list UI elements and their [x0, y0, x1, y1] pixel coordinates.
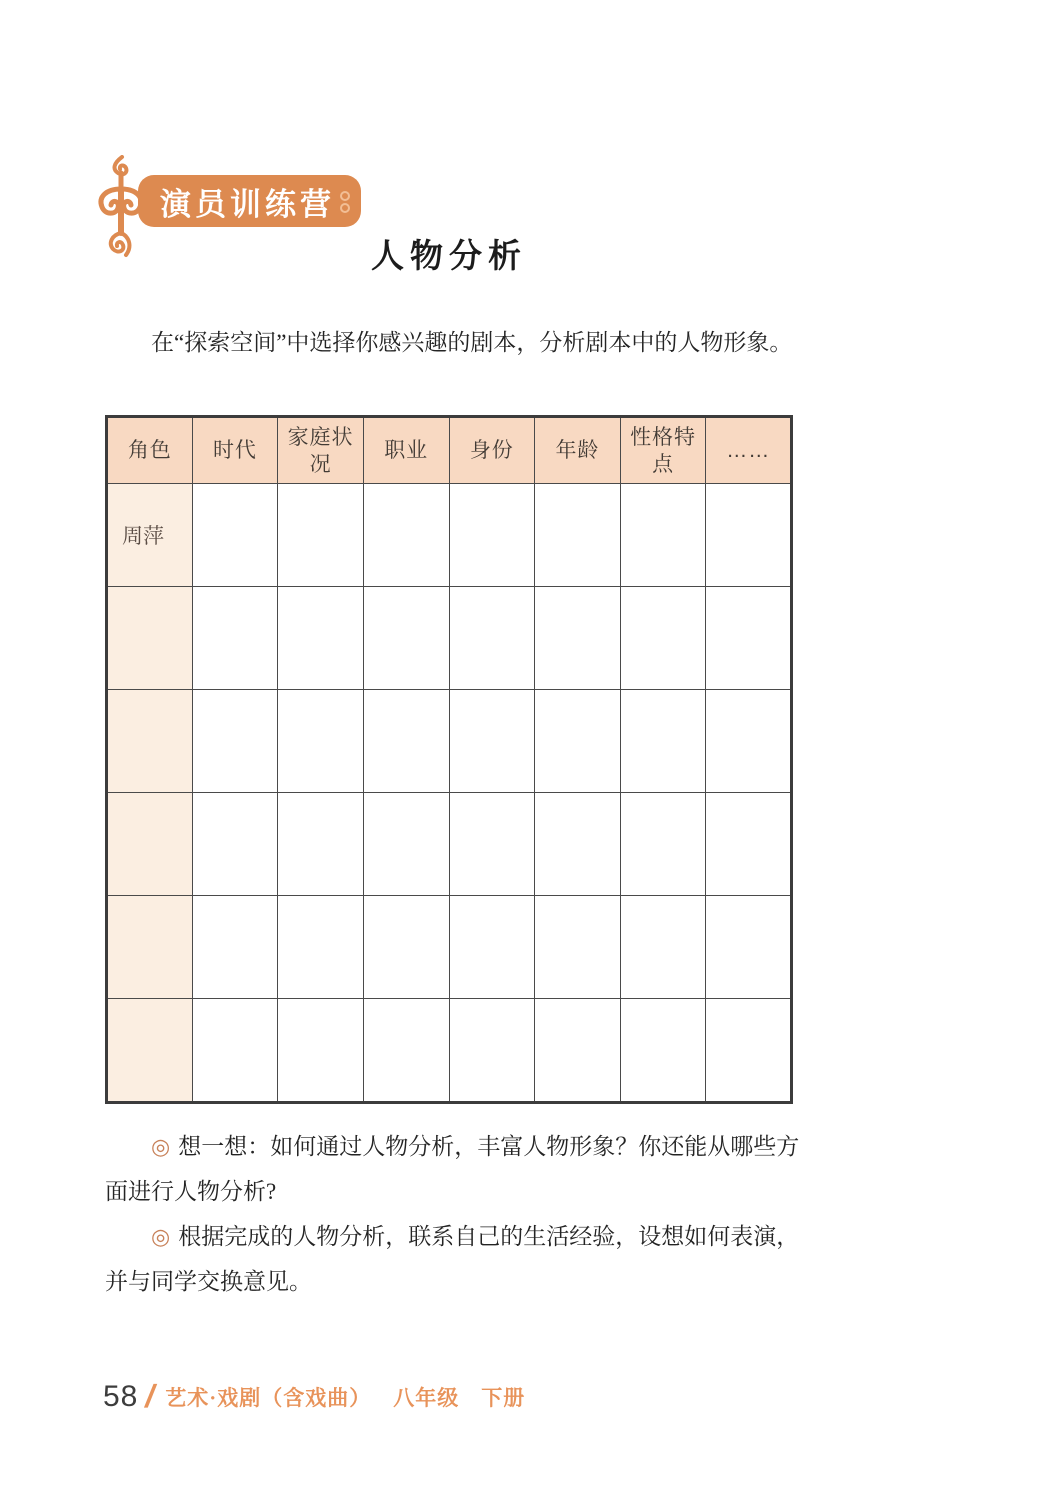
footer-volume: 下册	[481, 1385, 526, 1410]
header-cell-age: 年龄	[535, 417, 621, 484]
role-cell	[107, 690, 193, 793]
entry-cell	[706, 793, 792, 896]
entry-cell	[449, 793, 535, 896]
table-row	[107, 484, 792, 587]
table-row	[107, 690, 792, 793]
header-cell-family: 家庭状况	[278, 417, 364, 484]
entry-cell	[278, 484, 364, 587]
entry-cell	[620, 999, 706, 1103]
entry-cell	[192, 587, 278, 690]
footer-grade: 八年级	[393, 1385, 460, 1410]
entry-cell	[620, 484, 706, 587]
entry-cell	[620, 690, 706, 793]
analysis-table-body	[107, 484, 792, 1103]
entry-cell	[278, 587, 364, 690]
entry-cell	[535, 999, 621, 1103]
footer-book-title: 艺术·戏剧（含戏曲）	[165, 1385, 372, 1410]
activity-notes	[105, 1124, 821, 1304]
entry-cell	[449, 999, 535, 1103]
table-header	[107, 417, 792, 484]
header-cell-identity: 身份	[449, 417, 535, 484]
bullet-item	[105, 1124, 821, 1214]
entry-cell	[192, 484, 278, 587]
entry-cell	[363, 690, 449, 793]
entry-cell	[620, 793, 706, 896]
bullet-text: 想一想：如何通过人物分析，丰富人物形象？你还能从哪些方面进行人物分析?	[105, 1134, 800, 1204]
entry-cell	[192, 999, 278, 1103]
entry-cell	[449, 690, 535, 793]
role-cell	[107, 896, 193, 999]
page-title: 人物分析	[371, 239, 527, 275]
entry-cell	[278, 999, 364, 1103]
entry-cell	[706, 896, 792, 999]
entry-cell	[706, 690, 792, 793]
page-number: 58	[103, 1379, 139, 1413]
bullet-text: 根据完成的人物分析，联系自己的生活经验，设想如何表演，并与同学交换意见。	[105, 1224, 800, 1294]
page-footer	[103, 1378, 525, 1415]
badge-pill	[138, 175, 361, 227]
character-analysis-table	[105, 415, 793, 1104]
entry-cell	[449, 896, 535, 999]
entry-cell	[706, 999, 792, 1103]
header-cell-more: ……	[706, 417, 792, 484]
entry-cell	[192, 690, 278, 793]
entry-cell	[363, 896, 449, 999]
footer-slash: /	[142, 1378, 160, 1414]
bullet-marker-icon: ◎	[151, 1224, 171, 1249]
bullet-marker-icon: ◎	[151, 1134, 171, 1159]
entry-cell	[706, 587, 792, 690]
role-cell: 周萍	[107, 484, 193, 587]
entry-cell	[363, 793, 449, 896]
entry-cell	[192, 793, 278, 896]
entry-cell	[363, 484, 449, 587]
entry-cell	[278, 690, 364, 793]
entry-cell	[620, 896, 706, 999]
entry-cell	[535, 484, 621, 587]
table-row	[107, 587, 792, 690]
header-cell-personality: 性格特点	[620, 417, 706, 484]
entry-cell	[535, 896, 621, 999]
entry-cell	[278, 793, 364, 896]
entry-cell	[449, 484, 535, 587]
entry-cell	[535, 793, 621, 896]
role-cell	[107, 793, 193, 896]
header-cell-era: 时代	[192, 417, 278, 484]
role-cell	[107, 587, 193, 690]
table-row	[107, 896, 792, 999]
entry-cell	[192, 896, 278, 999]
entry-cell	[278, 896, 364, 999]
bullet-item	[105, 1214, 821, 1304]
entry-cell	[706, 484, 792, 587]
intro-paragraph: 在“探索空间”中选择你感兴趣的剧本，分析剧本中的人物形象。	[151, 330, 793, 355]
role-cell	[107, 999, 193, 1103]
entry-cell	[535, 690, 621, 793]
entry-cell	[363, 999, 449, 1103]
entry-cell	[535, 587, 621, 690]
table-row	[107, 999, 792, 1103]
header-cell-occupation: 职业	[363, 417, 449, 484]
table-row	[107, 793, 792, 896]
badge-flourish-icon	[337, 189, 353, 215]
badge-label: 演员训练营	[160, 186, 335, 222]
entry-cell	[449, 587, 535, 690]
table-header-row	[107, 417, 792, 484]
entry-cell	[620, 587, 706, 690]
entry-cell	[363, 587, 449, 690]
header-cell-role: 角色	[107, 417, 193, 484]
